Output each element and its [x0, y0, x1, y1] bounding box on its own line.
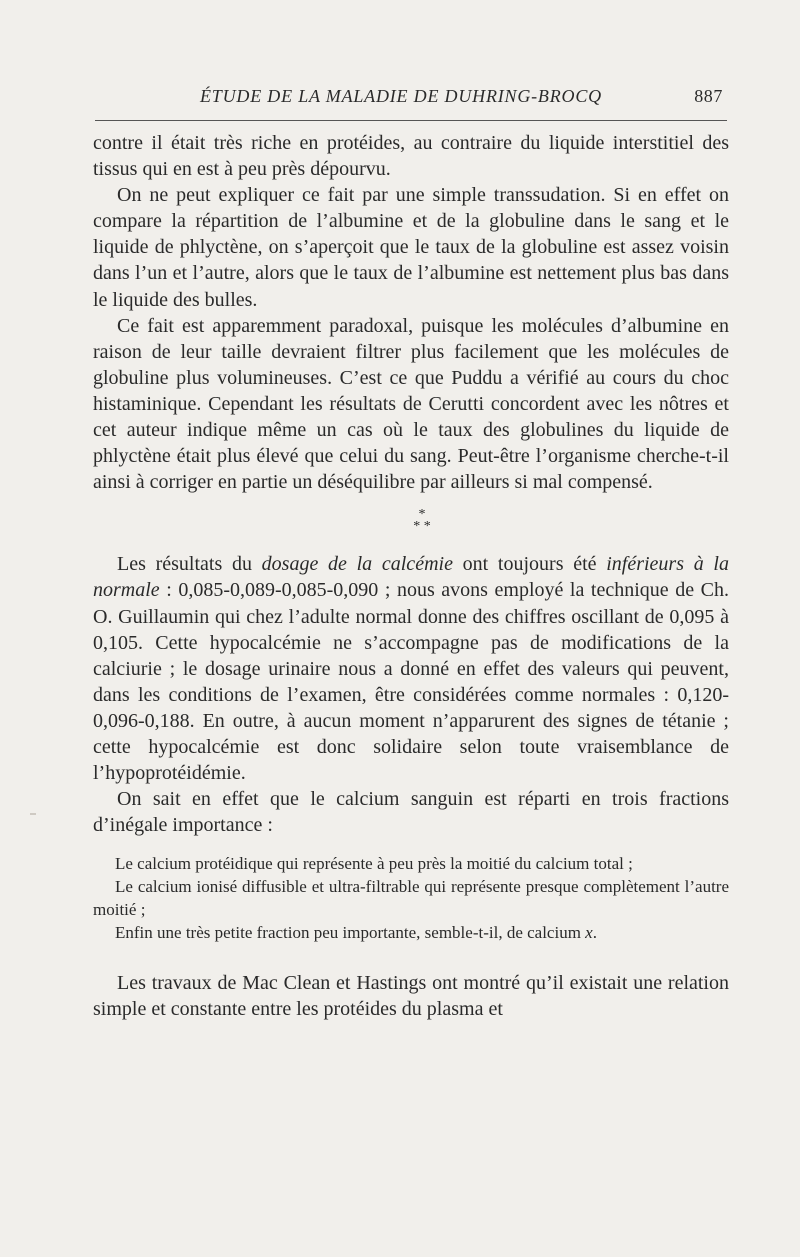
paragraph-4-emphasis-2: inférieurs à la normale — [93, 553, 729, 602]
paragraph-1: contre il était très riche en protéides, au contraire du liquide interstitiel des tissus qui en est à peu près dépourvu. — [93, 132, 729, 181]
asterism-top: * — [418, 507, 426, 523]
header-rule — [95, 120, 727, 121]
asterism-bottom: * * — [413, 519, 431, 535]
list-item-3-period: . — [592, 923, 597, 943]
page-number: 887 — [694, 86, 723, 106]
running-title: ÉTUDE DE LA MALADIE DE DUHRING-BROCQ — [200, 86, 602, 106]
paragraph-2: On ne peut expliquer ce fait par une simple transsudation. Si en effet on compare la répartition de l’albumine et de la globuline dans le sang et le liquide de phlyctène, on s’aperçoit que le taux de la globuline est assez voisin dans l’un et l’autre, alors que le taux de l’albumine est nettement plus bas dans le liquide des bulles. — [93, 184, 729, 311]
list-item: Le calcium protéidique qui représente à peu près la moitié du calcium total ; — [115, 854, 633, 874]
asterism-divider — [93, 509, 729, 533]
list-item: Le calcium ionisé diffusible et ultra-filtrable qui représente presque complètement l’autre moitié ; — [93, 877, 729, 920]
page-body — [93, 130, 729, 1023]
paragraph-6: Les travaux de Mac Clean et Hastings ont montré qu’il existait une relation simple et constante entre les protéides du plasma et — [93, 972, 729, 1021]
list-item — [93, 921, 729, 944]
paragraph-4-part-c: : 0,085-0,089-0,085-0,090 ; nous avons employé la technique de Ch. O. Guillaumin qui chez l’adulte normal donne des chiffres oscillant de 0,095 à 0,105. Cette hypocalcémie ne s’accompagne pas de modifications de la calciurie ; le dosage urinaire nous a donné en effet des valeurs qui peuvent, dans les conditions de l’examen, être considérées comme normales : 0,120-0,096-0,188. En outre, à aucun moment n’apparurent des signes de tétanie ; cette hypocalcémie est donc solidaire selon toute vraisemblance de l’hypoprotéidémie. — [93, 579, 729, 785]
page-header — [95, 82, 725, 112]
paragraph-4-part-a: Les résultats du — [117, 553, 262, 576]
scan-mark — [30, 813, 36, 815]
paragraph-3: Ce fait est apparemment paradoxal, puisque les molécules d’albumine en raison de leur taille devraient filtrer plus facilement que les molécules de globuline plus volumineuses. C’est ce que Puddu a vérifié au cours du choc histaminique. Cependant les résultats de Cerutti concordent avec les nôtres et cet auteur indique même un cas où le taux des globulines du liquide de phlyctène était plus élevé que celui du sang. Peut-être l’organisme cherche-t-il ainsi à corriger en partie un déséquilibre par ailleurs si mal compensé. — [93, 314, 729, 494]
paragraph-4-part-b: ont toujours été — [452, 553, 607, 576]
paragraph-4-emphasis-1: dosage de la calcémie — [261, 553, 453, 576]
paragraph-4 — [93, 551, 729, 786]
calcium-fractions-list — [93, 852, 729, 944]
paragraph-5: On sait en effet que le calcium sanguin est réparti en trois fractions d’inégale importance : — [93, 788, 729, 837]
list-item-3-text: Enfin une très petite fraction peu importante, semble-t-il, de calcium — [115, 923, 586, 943]
list-item-3-variable: x — [585, 923, 593, 943]
